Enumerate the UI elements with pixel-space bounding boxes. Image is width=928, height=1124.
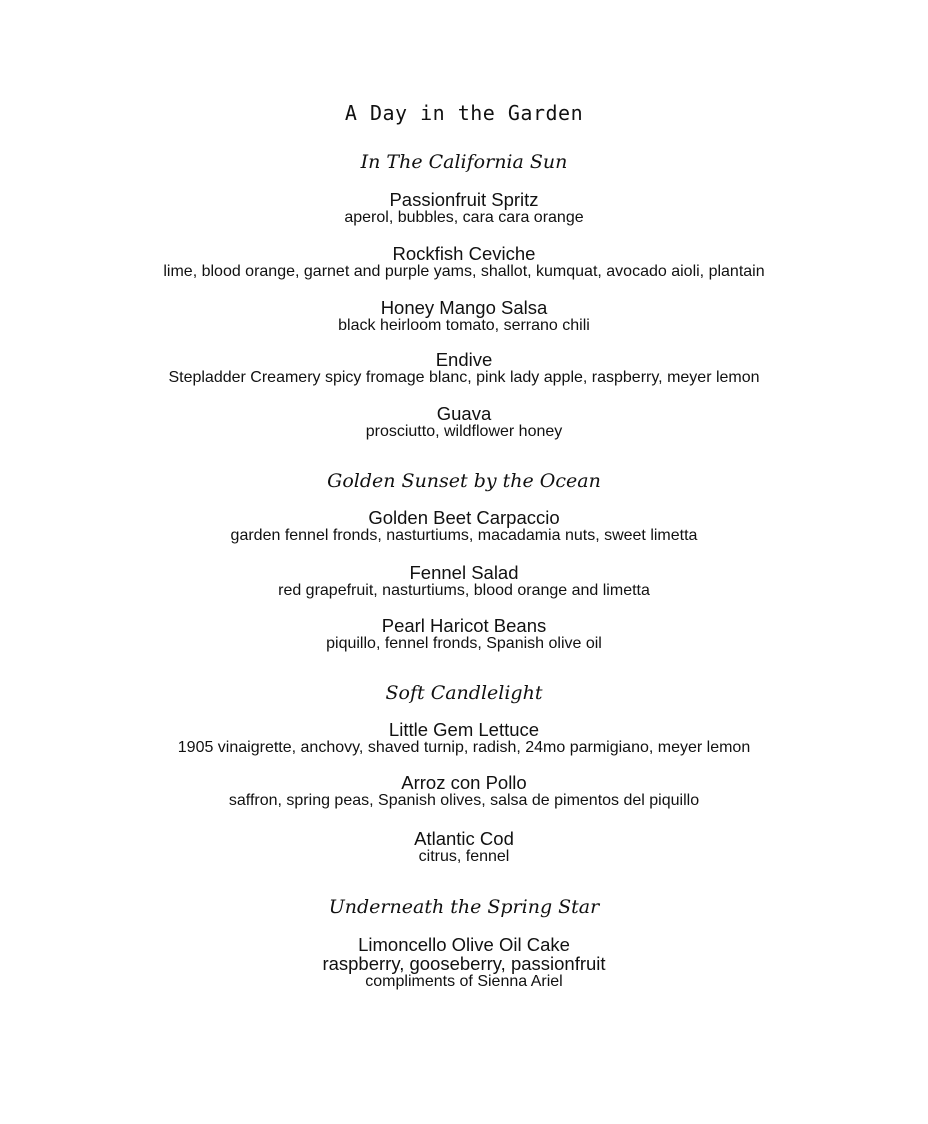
section-heading: Soft Candlelight	[385, 682, 543, 704]
dish-item	[0, 508, 928, 544]
dish-item	[0, 244, 928, 280]
dish-description: Stepladder Creamery spicy fromage blanc, pink lady apple, raspberry, meyer lemon	[168, 369, 760, 386]
dish-item	[0, 404, 928, 440]
dish-name: Passionfruit Spritz	[389, 189, 539, 210]
dish-name: Atlantic Cod	[414, 828, 514, 849]
dish-name: Guava	[436, 403, 492, 424]
dish-description: red grapefruit, nasturtiums, blood orange and limetta	[278, 582, 650, 599]
dish-description: aperol, bubbles, cara cara orange	[344, 209, 584, 226]
dish-name: Limoncello Olive Oil Cake	[358, 934, 570, 955]
dish-name: Endive	[435, 349, 493, 370]
dish-name: Little Gem Lettuce	[388, 719, 540, 740]
dish-description: citrus, fennel	[418, 848, 510, 865]
section-heading: Golden Sunset by the Ocean	[327, 470, 601, 492]
dish-item	[0, 935, 928, 990]
dish-item	[0, 720, 928, 756]
dish-description: prosciutto, wildflower honey	[365, 423, 563, 440]
section-heading: Underneath the Spring Star	[328, 896, 600, 918]
dish-description: saffron, spring peas, Spanish olives, salsa de pimentos del piquillo	[228, 792, 700, 809]
dish-name: Pearl Haricot Beans	[381, 615, 547, 636]
dish-description: 1905 vinaigrette, anchovy, shaved turnip, radish, 24mo parmigiano, meyer lemon	[177, 739, 751, 756]
menu-title: A Day in the Garden	[344, 101, 584, 125]
section-heading: In The California Sun	[360, 151, 568, 173]
dish-name: Arroz con Pollo	[401, 772, 527, 793]
dish-item	[0, 190, 928, 226]
dish-item	[0, 773, 928, 809]
dish-item	[0, 616, 928, 652]
dish-name: Honey Mango Salsa	[380, 297, 548, 318]
dish-note: compliments of Sienna Ariel	[365, 973, 563, 990]
dish-description: garden fennel fronds, nasturtiums, macadamia nuts, sweet limetta	[230, 527, 698, 544]
dish-item	[0, 563, 928, 599]
dish-description: black heirloom tomato, serrano chili	[338, 317, 590, 334]
dish-description: raspberry, gooseberry, passionfruit	[322, 953, 606, 974]
dish-description: piquillo, fennel fronds, Spanish olive oil	[326, 635, 602, 652]
dish-name: Golden Beet Carpaccio	[368, 507, 560, 528]
dish-name: Fennel Salad	[409, 562, 519, 583]
dish-name: Rockfish Ceviche	[392, 243, 536, 264]
dish-item	[0, 350, 928, 386]
dish-item	[0, 298, 928, 334]
dish-item	[0, 829, 928, 865]
dish-description: lime, blood orange, garnet and purple yams, shallot, kumquat, avocado aioli, plantain	[163, 263, 765, 280]
